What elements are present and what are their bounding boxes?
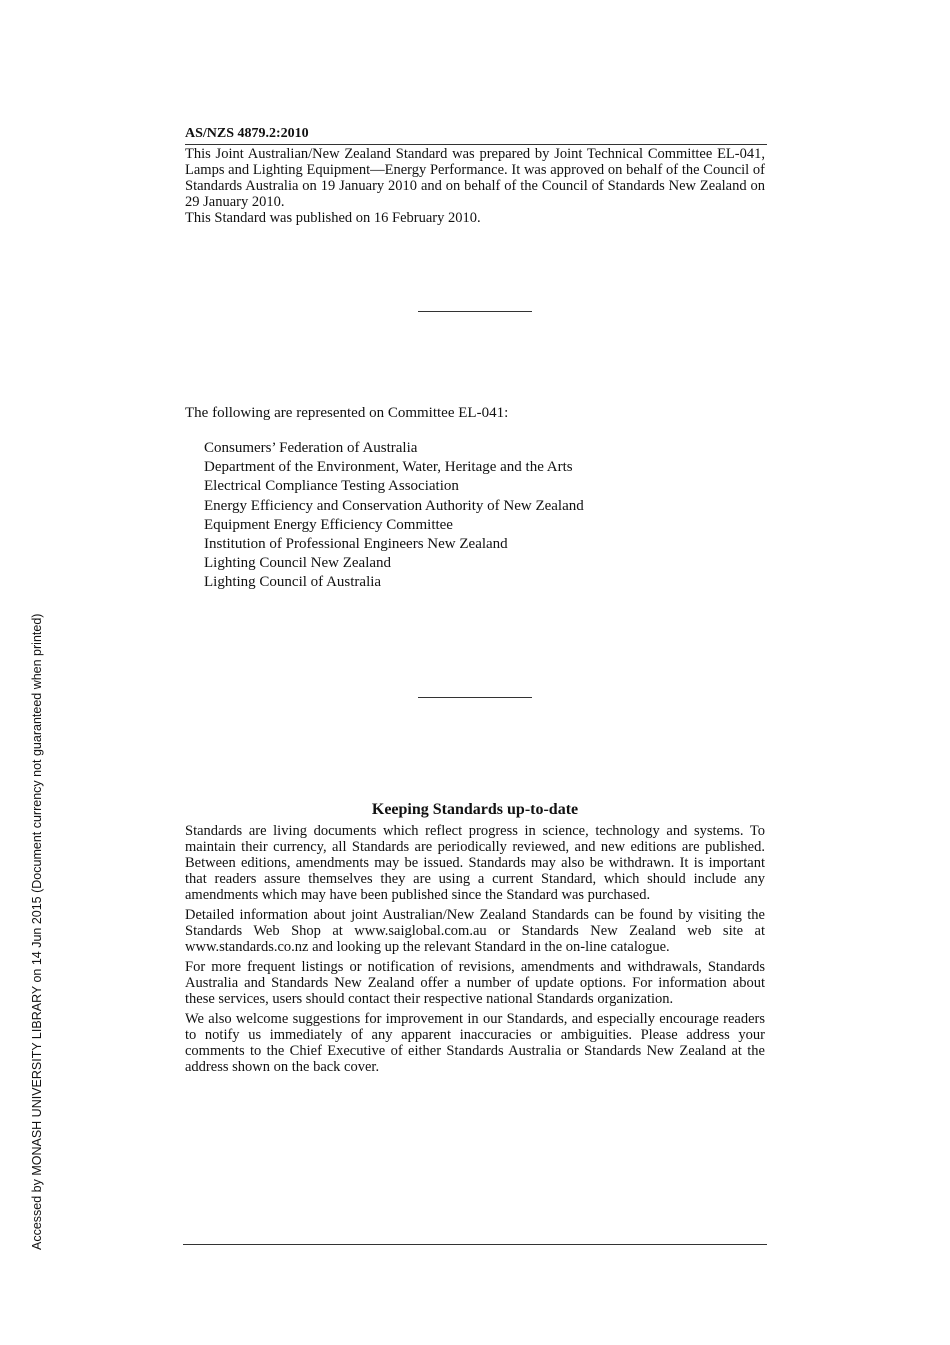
- committee-members-list: [204, 439, 584, 593]
- committee-member: Department of the Environment, Water, Heritage and the Arts: [204, 459, 573, 476]
- keeping-paragraph: We also welcome suggestions for improvement in our Standards, and especially encourage readers to notify us immediately of any apparent inaccuracies or ambiguities. Please address your comments to the Chief Executive of either Standards Australia or Standards New Zealand at the address shown on the back cover.: [185, 1011, 765, 1075]
- keeping-standards-title: Keeping Standards up-to-date: [371, 801, 579, 818]
- header-rule: [185, 144, 767, 145]
- footer-rule: [183, 1244, 767, 1245]
- keeping-standards-body: [185, 823, 765, 1079]
- access-watermark: Accessed by MONASH UNIVERSITY LIBRARY on 14 Jun 2015 (Document currency not guaranteed when printed): [30, 613, 44, 1250]
- committee-member: Lighting Council New Zealand: [204, 555, 392, 572]
- committee-member: Consumers’ Federation of Australia: [204, 440, 418, 456]
- section-divider: [418, 311, 532, 312]
- committee-intro: The following are represented on Committee EL-041:: [185, 405, 509, 421]
- committee-member: Lighting Council of Australia: [204, 574, 382, 591]
- section-divider: [418, 697, 532, 698]
- preparation-section: [185, 146, 765, 226]
- preparation-paragraph: This Joint Australian/New Zealand Standard was prepared by Joint Technical Committee EL-041, Lamps and Lighting Equipment—Energy Performance. It was approved on behalf of the Council of Standards Australia on 19 January 2010 and on behalf of the Council of Standards New Zealand on 29 January 2010.: [185, 146, 765, 210]
- committee-member: Equipment Energy Efficiency Committee: [204, 516, 453, 533]
- publication-date: This Standard was published on 16 February 2010.: [185, 210, 481, 226]
- keeping-paragraph: Standards are living documents which reflect progress in science, technology and systems. To maintain their currency, all Standards are periodically reviewed, and new editions are published. Between editions, amendments may be issued. Standards may also be withdrawn. It is important that readers assure themselves they are using a current Standard, which should include any amendments which may have been published since the Standard was purchased.: [185, 823, 765, 903]
- committee-member: Electrical Compliance Testing Association: [204, 478, 459, 495]
- committee-member: Institution of Professional Engineers New Zealand: [204, 536, 508, 553]
- committee-member: Energy Efficiency and Conservation Authority of New Zealand: [204, 497, 584, 514]
- standard-id: AS/NZS 4879.2:2010: [185, 126, 309, 141]
- keeping-paragraph: Detailed information about joint Australian/New Zealand Standards can be found by visiting the Standards Web Shop at www.saiglobal.com.au or Standards New Zealand web site at www.standards.co.nz and looking up the relevant Standard in the on-line catalogue.: [185, 907, 765, 955]
- keeping-paragraph: For more frequent listings or notification of revisions, amendments and withdrawals, Standards Australia and Standards New Zealand offer a number of update options. For information about these services, users should contact their respective national Standards organization.: [185, 959, 765, 1007]
